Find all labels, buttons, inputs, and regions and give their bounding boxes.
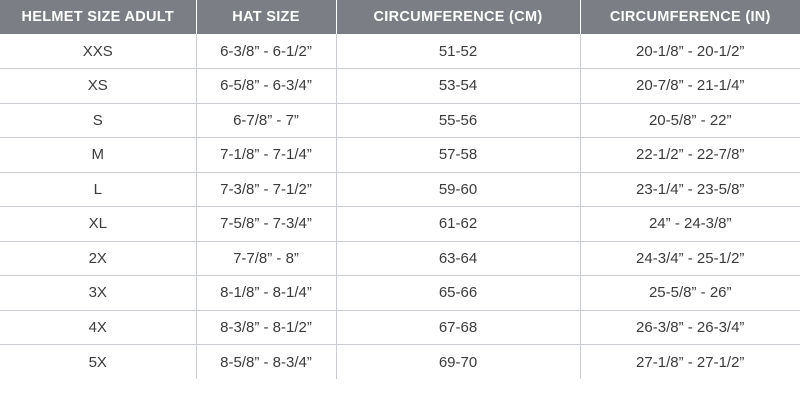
cell-circumference-in: 24-3/4” - 25-1/2”: [580, 241, 800, 276]
cell-circumference-cm: 51-52: [336, 34, 580, 69]
table-row: [0, 276, 800, 311]
cell-helmet-size: XXS: [0, 34, 196, 69]
cell-hat-size: 6-7/8” - 7”: [196, 103, 336, 138]
cell-hat-size: 7-3/8” - 7-1/2”: [196, 172, 336, 207]
column-header-circumference-cm: CIRCUMFERENCE (CM): [336, 0, 580, 34]
table-body: [0, 34, 800, 379]
table-header: [0, 0, 800, 34]
cell-hat-size: 6-5/8” - 6-3/4”: [196, 69, 336, 104]
cell-circumference-in: 26-3/8” - 26-3/4”: [580, 310, 800, 345]
cell-hat-size: 6-3/8” - 6-1/2”: [196, 34, 336, 69]
cell-helmet-size: L: [0, 172, 196, 207]
cell-hat-size: 7-5/8” - 7-3/4”: [196, 207, 336, 242]
cell-circumference-in: 23-1/4” - 23-5/8”: [580, 172, 800, 207]
cell-circumference-in: 22-1/2” - 22-7/8”: [580, 138, 800, 173]
cell-circumference-cm: 59-60: [336, 172, 580, 207]
cell-circumference-in: 20-7/8” - 21-1/4”: [580, 69, 800, 104]
cell-helmet-size: 4X: [0, 310, 196, 345]
cell-circumference-cm: 63-64: [336, 241, 580, 276]
cell-hat-size: 8-3/8” - 8-1/2”: [196, 310, 336, 345]
cell-hat-size: 7-1/8” - 7-1/4”: [196, 138, 336, 173]
cell-helmet-size: 5X: [0, 345, 196, 380]
table-header-row: [0, 0, 800, 34]
cell-circumference-in: 25-5/8” - 26”: [580, 276, 800, 311]
cell-helmet-size: S: [0, 103, 196, 138]
cell-circumference-cm: 55-56: [336, 103, 580, 138]
cell-circumference-cm: 69-70: [336, 345, 580, 380]
column-header-circumference-in: CIRCUMFERENCE (IN): [580, 0, 800, 34]
cell-helmet-size: M: [0, 138, 196, 173]
table-row: [0, 34, 800, 69]
cell-helmet-size: 2X: [0, 241, 196, 276]
cell-helmet-size: XS: [0, 69, 196, 104]
cell-circumference-cm: 61-62: [336, 207, 580, 242]
cell-circumference-in: 20-1/8” - 20-1/2”: [580, 34, 800, 69]
cell-circumference-in: 27-1/8” - 27-1/2”: [636, 353, 745, 371]
cell-hat-size: 8-5/8” - 8-3/4”: [196, 345, 336, 380]
table-row: [0, 310, 800, 345]
column-header-hat-size: HAT SIZE: [196, 0, 336, 34]
table-row: [0, 345, 800, 380]
cell-circumference-in: 24” - 24-3/8”: [580, 207, 800, 242]
table-row: [0, 241, 800, 276]
cell-circumference-cm: 57-58: [336, 138, 580, 173]
table-row: [0, 172, 800, 207]
cell-helmet-size: 3X: [0, 276, 196, 311]
table-row: [0, 207, 800, 242]
cell-circumference-cm: 65-66: [336, 276, 580, 311]
table-row: [0, 138, 800, 173]
cell-circumference-in: 20-5/8” - 22”: [580, 103, 800, 138]
cell-circumference-cm: 53-54: [336, 69, 580, 104]
column-header-helmet-size-adult: HELMET SIZE ADULT: [0, 0, 196, 34]
cell-hat-size: 7-7/8” - 8”: [196, 241, 336, 276]
cell-helmet-size: XL: [0, 207, 196, 242]
table-row: [0, 103, 800, 138]
table-row: [0, 69, 800, 104]
cell-circumference-cm: 67-68: [336, 310, 580, 345]
cell-hat-size: 8-1/8” - 8-1/4”: [196, 276, 336, 311]
